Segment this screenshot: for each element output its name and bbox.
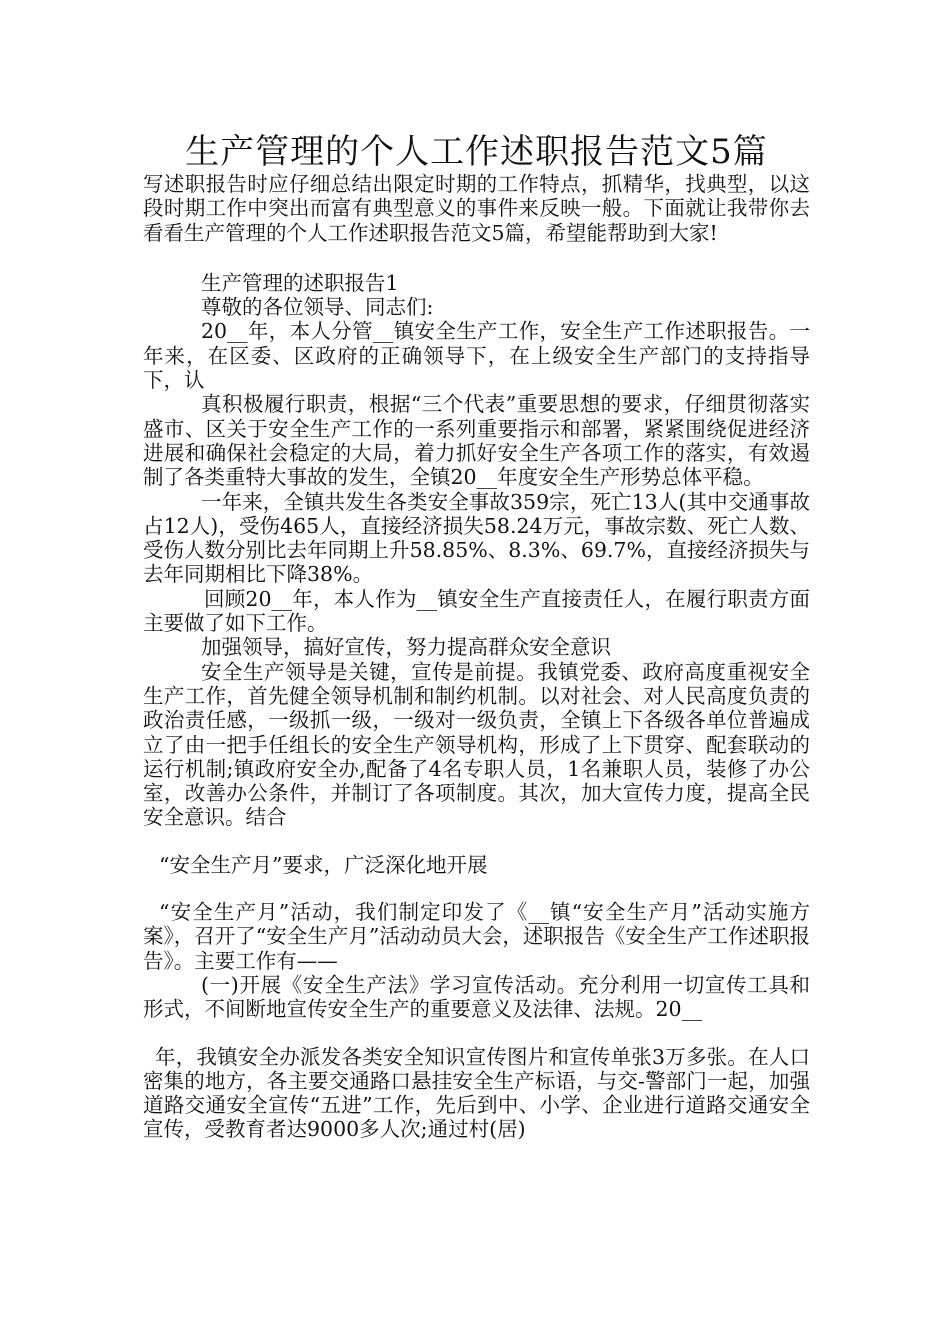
document-page xyxy=(143,132,810,1142)
spacer xyxy=(143,877,810,900)
spacer xyxy=(143,1022,810,1045)
document-title: 生产管理的个人工作述职报告范文5篇 xyxy=(185,132,768,172)
intro-paragraph: 写述职报告时应仔细总结出限定时期的工作特点，抓精华，找典型，以这段时期工作中突出而富有典型意义的事件来反映一般。下面就让我带你去看看生产管理的个人工作述职报告范文5篇，希望能帮助到大家! xyxy=(143,172,810,245)
paragraph-6: 安全生产领导是关键，宣传是前提。我镇党委、政府高度重视安全生产工作，首先健全领导机制和制约机制。以对社会、对人民高度负责的政治责任感，一级抓一级，一级对一级负责，全镇上下各级各单位普遍成立了由一把手任组长的安全生产领导机构，形成了上下贯穿、配套联动的运行机制;镇政府安全办,配备了4名专职人员，1名兼职人员，装修了办公室，改善办公条件，并制订了各项制度。其次，加大宣传力度，提高全民安全意识。结合 xyxy=(143,659,810,830)
paragraph-4: 回顾20__年，本人作为__镇安全生产直接责任人，在履行职责方面主要做了如下工作。 xyxy=(143,586,810,636)
paragraph-9: (一)开展《安全生产法》学习宣传活动。充分利用一切宣传工具和形式，不间断地宣传安全生产的重要意义及法律、法规。20__ xyxy=(143,972,810,1022)
paragraph-2: 真积极履行职责，根据“三个代表”重要思想的要求，仔细贯彻落实盛市、区关于安全生产工作的一系列重要指示和部署，紧紧围绕促进经济进展和确保社会稳定的大局，着力抓好安全生产各项工作的落实，有效遏制了各类重特大事故的发生，全镇20__年度安全生产形势总体平稳。 xyxy=(143,392,810,490)
paragraph-10: 年，我镇安全办派发各类安全知识宣传图片和宣传单张3万多张。在人口密集的地方，各主要交通路口悬挂安全生产标语，与交-警部门一起，加强道路交通安全宣传“五进”工作，先后到中、小学、企业进行道路交通安全宣传，受教育者达9000多人次;通过村(居) xyxy=(143,1044,810,1142)
spacer xyxy=(143,245,810,271)
salutation: 尊敬的各位领导、同志们: xyxy=(201,295,434,320)
section-heading: 生产管理的述职报告1 xyxy=(201,270,399,295)
paragraph-3: 一年来，全镇共发生各类安全事故359宗，死亡13人(其中交通事故占12人)，受伤465人，直接经济损失58.24万元，事故宗数、死亡人数、受伤人数分别比去年同期上升58.85%、8.3%、69.7%，直接经济损失与去年同期相比下降38%。 xyxy=(143,489,810,587)
paragraph-8: “安全生产月”活动，我们制定印发了《__镇“安全生产月”活动实施方案》，召开了“安全生产月”活动动员大会，述职报告《安全生产工作述职报告》。主要工作有—— xyxy=(143,900,810,973)
spacer xyxy=(143,830,810,853)
paragraph-1: 20__年，本人分管__镇安全生产工作，安全生产工作述职报告。一年来，在区委、区政府的正确领导下，在上级安全生产部门的支持指导下，认 xyxy=(143,319,810,393)
paragraph-7: “安全生产月”要求，广泛深化地开展 xyxy=(159,852,488,877)
paragraph-5-heading: 加强领导，搞好宣传，努力提高群众安全意识 xyxy=(201,635,611,660)
